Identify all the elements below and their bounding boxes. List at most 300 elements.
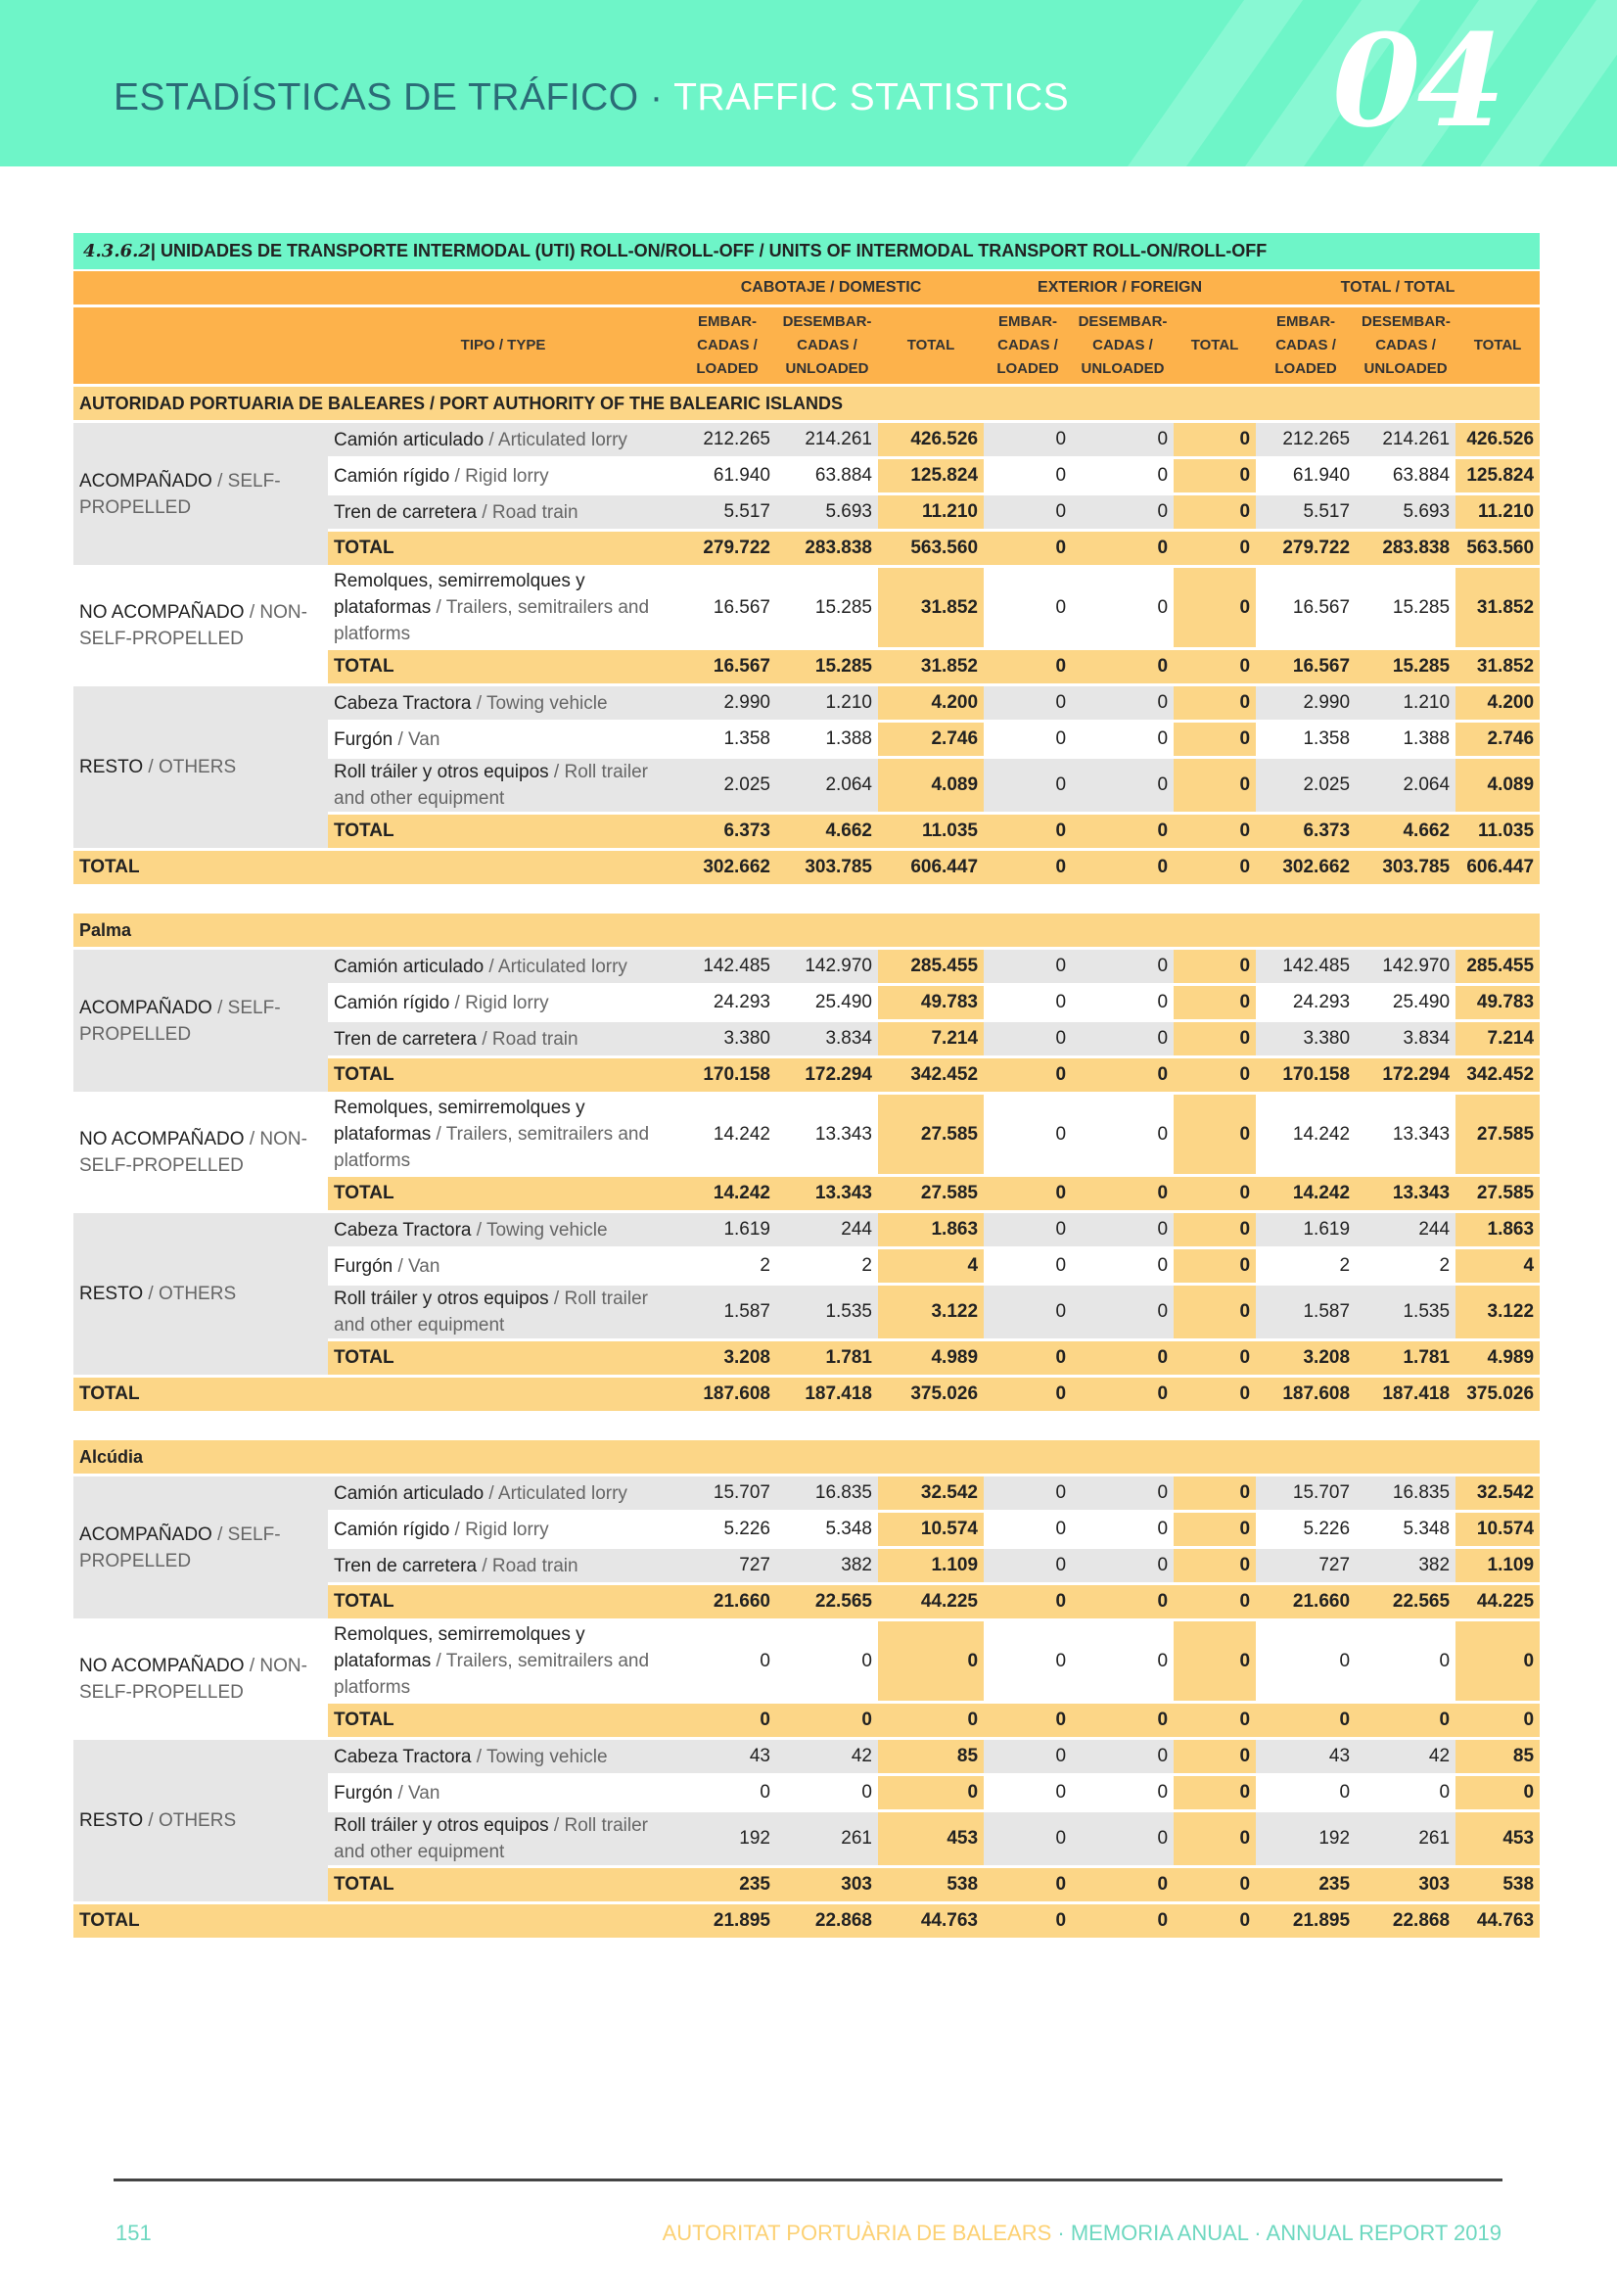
value-cell: 3.380 <box>678 1022 776 1055</box>
subtotal-value: 1.781 <box>1356 1341 1455 1375</box>
section-total-value: 302.662 <box>678 851 776 884</box>
section-total-value: 303.785 <box>776 851 878 884</box>
section-total-label: TOTAL <box>73 1378 678 1411</box>
value-cell: 0 <box>984 495 1072 529</box>
item-label-es: Tren de carretera <box>334 1028 478 1050</box>
section-total-label: TOTAL <box>73 851 678 884</box>
subtotal-value: 0 <box>1072 1177 1174 1210</box>
subtotal-value: 563.560 <box>1455 532 1540 565</box>
item-label-en: / Van <box>393 728 440 750</box>
group-label-en: / OTHERS <box>143 1810 237 1831</box>
subtotal-value: 538 <box>878 1868 984 1901</box>
section-name: AUTORIDAD PORTUARIA DE BALEARES / PORT AUTHORITY OF THE BALEARIC ISLANDS <box>73 387 1540 420</box>
value-cell: 0 <box>1174 459 1256 492</box>
value-cell: 1.619 <box>1256 1213 1356 1246</box>
subtotal-value: 15.285 <box>776 650 878 683</box>
subtotal-label: TOTAL <box>328 1341 678 1375</box>
value-cell: 7.214 <box>878 1022 984 1055</box>
subtotal-value: 0 <box>1072 1341 1174 1375</box>
section-total-label: TOTAL <box>73 1904 678 1938</box>
item-label <box>328 423 678 456</box>
value-cell: 85 <box>878 1740 984 1773</box>
item-label-en: / Trailers, semitrailers and platforms <box>334 1124 650 1171</box>
value-cell: 453 <box>878 1812 984 1865</box>
item-label-es: Furgón <box>334 1255 393 1277</box>
value-cell: 1.535 <box>1356 1286 1455 1338</box>
group-label-es: ACOMPAÑADO <box>79 1523 212 1545</box>
value-cell: 0 <box>984 723 1072 756</box>
value-cell: 2.990 <box>1256 686 1356 720</box>
subtotal-value: 14.242 <box>1256 1177 1356 1210</box>
value-cell: 15.707 <box>678 1476 776 1510</box>
item-label <box>328 950 678 983</box>
item-label <box>328 1812 678 1865</box>
value-cell: 7.214 <box>1455 1022 1540 1055</box>
subtotal-value: 283.838 <box>1356 532 1455 565</box>
group-label <box>73 950 328 1092</box>
value-cell: 0 <box>1174 1095 1256 1174</box>
subtotal-value: 283.838 <box>776 532 878 565</box>
subtotal-value: 0 <box>984 650 1072 683</box>
value-cell: 13.343 <box>1356 1095 1455 1174</box>
subtotal-value: 0 <box>1174 1868 1256 1901</box>
value-cell: 0 <box>1174 1776 1256 1809</box>
item-label <box>328 1513 678 1546</box>
value-cell: 49.783 <box>878 986 984 1019</box>
value-cell: 0 <box>1072 759 1174 812</box>
value-cell: 2.025 <box>678 759 776 812</box>
group-label-es: ACOMPAÑADO <box>79 470 212 492</box>
subtotal-value: 303 <box>776 1868 878 1901</box>
title-en: TRAFFIC STATISTICS <box>663 76 1070 118</box>
subtotal-value: 15.285 <box>1356 650 1455 683</box>
group-label-es: NO ACOMPAÑADO <box>79 1656 245 1676</box>
table-row <box>73 1740 1540 1773</box>
total-header: TOTAL <box>1174 307 1256 384</box>
subtotal-value: 44.225 <box>1455 1585 1540 1618</box>
value-cell: 0 <box>1174 1812 1256 1865</box>
subtotal-value: 0 <box>1072 815 1174 848</box>
value-cell: 3.122 <box>1455 1286 1540 1338</box>
item-label <box>328 568 678 647</box>
value-cell: 0 <box>1174 686 1256 720</box>
subtotal-value: 0 <box>1356 1704 1455 1737</box>
value-cell: 0 <box>1072 568 1174 647</box>
value-cell: 15.285 <box>1356 568 1455 647</box>
value-cell: 453 <box>1455 1812 1540 1865</box>
item-label <box>328 1549 678 1582</box>
item-label <box>328 686 678 720</box>
subtotal-value: 21.660 <box>678 1585 776 1618</box>
item-label <box>328 1740 678 1773</box>
value-cell: 0 <box>1174 1022 1256 1055</box>
value-cell: 192 <box>678 1812 776 1865</box>
item-label-es: Remolques, semirremolques y plataformas <box>334 1098 585 1145</box>
item-label-en: / Rigid lorry <box>449 992 549 1013</box>
item-label-es: Furgón <box>334 1782 393 1804</box>
group-label-es: RESTO <box>79 1810 144 1831</box>
value-cell: 1.210 <box>1356 686 1455 720</box>
value-cell: 0 <box>1072 1621 1174 1701</box>
subtotal-label: TOTAL <box>328 1704 678 1737</box>
value-cell: 16.567 <box>1256 568 1356 647</box>
table-row <box>73 1095 1540 1174</box>
item-label-es: Roll tráiler y otros equipos <box>334 1815 549 1836</box>
value-cell: 5.348 <box>1356 1513 1455 1546</box>
item-label-es: Furgón <box>334 728 393 750</box>
loaded-header: EMBAR-CADAS / LOADED <box>984 307 1072 384</box>
item-label-en: / Articulated lorry <box>484 429 627 450</box>
value-cell: 0 <box>1072 1095 1174 1174</box>
item-label-es: Roll tráiler y otros equipos <box>334 762 549 782</box>
value-cell: 32.542 <box>878 1476 984 1510</box>
section-name: Palma <box>73 914 1540 947</box>
item-label-en: / Rigid lorry <box>449 1519 549 1540</box>
section-total-value: 0 <box>1072 1378 1174 1411</box>
group-label <box>73 1095 328 1210</box>
value-cell: 0 <box>984 1286 1072 1338</box>
value-cell: 3.380 <box>1256 1022 1356 1055</box>
value-cell: 1.388 <box>776 723 878 756</box>
band-header: TOTAL / TOTAL <box>1256 271 1540 305</box>
value-cell: 0 <box>1072 950 1174 983</box>
title-es: ESTADÍSTICAS DE TRÁFICO · <box>114 76 664 118</box>
value-cell: 382 <box>1356 1549 1455 1582</box>
caption-text: | UNIDADES DE TRANSPORTE INTERMODAL (UTI) ROLL-ON/ROLL-OFF / UNITS OF INTERMODAL TRANSPORT ROLL-ON/ROLL-OFF <box>150 241 1268 260</box>
value-cell: 0 <box>1174 1286 1256 1338</box>
value-cell: 0 <box>1072 1513 1174 1546</box>
subtotal-value: 22.565 <box>776 1585 878 1618</box>
subtotal-value: 27.585 <box>1455 1177 1540 1210</box>
subtotal-value: 0 <box>984 1704 1072 1737</box>
value-cell: 61.940 <box>1256 459 1356 492</box>
value-cell: 49.783 <box>1455 986 1540 1019</box>
value-cell: 0 <box>984 568 1072 647</box>
subtotal-value: 3.208 <box>1256 1341 1356 1375</box>
subtotal-value: 0 <box>1072 1585 1174 1618</box>
subtotal-value: 0 <box>776 1704 878 1737</box>
subtotal-value: 44.225 <box>878 1585 984 1618</box>
value-cell: 14.242 <box>1256 1095 1356 1174</box>
value-cell: 1.358 <box>678 723 776 756</box>
spacer-cell <box>73 887 1540 911</box>
value-cell: 0 <box>984 1213 1072 1246</box>
subtotal-value: 0 <box>984 1058 1072 1092</box>
value-cell: 142.485 <box>1256 950 1356 983</box>
value-cell: 85 <box>1455 1740 1540 1773</box>
item-label-es: Tren de carretera <box>334 501 478 523</box>
value-cell: 0 <box>1174 1740 1256 1773</box>
value-cell: 0 <box>984 1812 1072 1865</box>
subtotal-value: 22.565 <box>1356 1585 1455 1618</box>
item-label-en: / Roll trailer and other equipment <box>334 762 649 809</box>
value-cell: 3.834 <box>1356 1022 1455 1055</box>
value-cell: 0 <box>1072 423 1174 456</box>
section-total-row <box>73 1378 1540 1411</box>
type-header: TIPO / TYPE <box>328 307 678 384</box>
value-cell: 27.585 <box>1455 1095 1540 1174</box>
section-total-value: 303.785 <box>1356 851 1455 884</box>
value-cell: 4 <box>878 1249 984 1283</box>
value-cell: 0 <box>984 1513 1072 1546</box>
subtotal-value: 0 <box>1072 532 1174 565</box>
value-cell: 63.884 <box>1356 459 1455 492</box>
subtotal-value: 0 <box>984 532 1072 565</box>
value-cell: 2 <box>678 1249 776 1283</box>
section-total-value: 187.608 <box>678 1378 776 1411</box>
group-label <box>73 1476 328 1618</box>
value-cell: 1.358 <box>1256 723 1356 756</box>
value-cell: 5.693 <box>776 495 878 529</box>
value-cell: 0 <box>1072 495 1174 529</box>
value-cell: 14.242 <box>678 1095 776 1174</box>
value-cell: 3.834 <box>776 1022 878 1055</box>
group-label <box>73 686 328 848</box>
item-label-es: Camión rígido <box>334 465 450 487</box>
item-label-en: / Towing vehicle <box>471 1219 608 1241</box>
subtotal-value: 279.722 <box>1256 532 1356 565</box>
subtotal-value: 11.035 <box>1455 815 1540 848</box>
value-cell: 43 <box>678 1740 776 1773</box>
value-cell: 0 <box>776 1621 878 1701</box>
subtotal-value: 0 <box>678 1704 776 1737</box>
value-cell: 0 <box>1174 1621 1256 1701</box>
section-total-value: 44.763 <box>878 1904 984 1938</box>
subtotal-value: 170.158 <box>678 1058 776 1092</box>
group-label-en: / NON-SELF-PROPELLED <box>79 1656 307 1703</box>
item-label-en: / Trailers, semitrailers and platforms <box>334 597 650 644</box>
group-label-en: / SELF-PROPELLED <box>79 1523 281 1571</box>
group-label-es: NO ACOMPAÑADO <box>79 602 245 623</box>
subtotal-value: 13.343 <box>776 1177 878 1210</box>
value-cell: 0 <box>1174 759 1256 812</box>
value-cell: 15.285 <box>776 568 878 647</box>
section-total-value: 606.447 <box>878 851 984 884</box>
value-cell: 0 <box>984 686 1072 720</box>
spacer-cell <box>73 1414 1540 1437</box>
subtotal-value: 4.662 <box>1356 815 1455 848</box>
subtotal-value: 13.343 <box>1356 1177 1455 1210</box>
value-cell: 63.884 <box>776 459 878 492</box>
subtotal-value: 0 <box>984 815 1072 848</box>
value-cell: 0 <box>984 986 1072 1019</box>
value-cell: 0 <box>776 1776 878 1809</box>
group-label <box>73 1740 328 1901</box>
item-label-es: Cabeza Tractora <box>334 1746 472 1767</box>
column-band-row <box>73 271 1540 305</box>
subtotal-value: 21.660 <box>1256 1585 1356 1618</box>
item-label-en: / Van <box>393 1782 440 1804</box>
section-header-row <box>73 1440 1540 1474</box>
subtotal-value: 0 <box>1256 1704 1356 1737</box>
group-label-en: / OTHERS <box>143 1284 237 1304</box>
subtotal-value: 4.989 <box>1455 1341 1540 1375</box>
footer-report: · MEMORIA ANUAL · ANNUAL REPORT 2019 <box>1051 2221 1502 2245</box>
subtotal-value: 342.452 <box>878 1058 984 1092</box>
section-total-value: 0 <box>1174 1904 1256 1938</box>
value-cell: 25.490 <box>776 986 878 1019</box>
subtotal-value: 4.662 <box>776 815 878 848</box>
item-label-en: / Road train <box>477 1028 578 1050</box>
value-cell: 13.343 <box>776 1095 878 1174</box>
subtotal-value: 0 <box>1072 650 1174 683</box>
item-label <box>328 723 678 756</box>
footer-divider <box>114 2179 1502 2181</box>
subtotal-value: 0 <box>1174 1585 1256 1618</box>
value-cell: 0 <box>1174 1549 1256 1582</box>
value-cell: 15.707 <box>1256 1476 1356 1510</box>
value-cell: 142.970 <box>1356 950 1455 983</box>
table-caption <box>73 233 1540 269</box>
caption-number: 4.3.6.2 <box>83 241 151 261</box>
section-total-value: 0 <box>1072 1904 1174 1938</box>
value-cell: 2 <box>776 1249 878 1283</box>
value-cell: 0 <box>1256 1621 1356 1701</box>
value-cell: 4.200 <box>1455 686 1540 720</box>
band-empty <box>73 271 678 305</box>
section-spacer <box>73 1414 1540 1437</box>
page-header <box>0 0 1617 166</box>
table-row <box>73 1213 1540 1246</box>
unloaded-header: DESEMBAR-CADAS / UNLOADED <box>776 307 878 384</box>
item-label <box>328 1249 678 1283</box>
value-cell: 3.122 <box>878 1286 984 1338</box>
item-label <box>328 1476 678 1510</box>
value-cell: 32.542 <box>1455 1476 1540 1510</box>
value-cell: 0 <box>1174 1476 1256 1510</box>
item-label-en: / Trailers, semitrailers and platforms <box>334 1651 650 1698</box>
subtotal-value: 342.452 <box>1455 1058 1540 1092</box>
value-cell: 1.109 <box>1455 1549 1540 1582</box>
value-cell: 0 <box>1174 1249 1256 1283</box>
value-cell: 0 <box>1072 1776 1174 1809</box>
value-cell: 212.265 <box>1256 423 1356 456</box>
value-cell: 0 <box>1256 1776 1356 1809</box>
group-label-en: / NON-SELF-PROPELLED <box>79 602 307 649</box>
value-cell: 1.388 <box>1356 723 1455 756</box>
subtotal-value: 0 <box>1174 650 1256 683</box>
value-cell: 2 <box>1256 1249 1356 1283</box>
group-label <box>73 1621 328 1737</box>
subtotal-value: 14.242 <box>678 1177 776 1210</box>
subtotal-label: TOTAL <box>328 815 678 848</box>
subtotal-value: 0 <box>1174 1704 1256 1737</box>
item-label-es: Camión articulado <box>334 1482 485 1504</box>
value-cell: 5.517 <box>678 495 776 529</box>
item-label <box>328 495 678 529</box>
value-cell: 0 <box>984 1740 1072 1773</box>
value-cell: 16.835 <box>776 1476 878 1510</box>
unloaded-header: DESEMBAR-CADAS / UNLOADED <box>1072 307 1174 384</box>
subtotal-label: TOTAL <box>328 1868 678 1901</box>
value-cell: 4.200 <box>878 686 984 720</box>
value-cell: 2 <box>1356 1249 1455 1283</box>
value-cell: 24.293 <box>678 986 776 1019</box>
table-row <box>73 686 1540 720</box>
value-cell: 2.064 <box>776 759 878 812</box>
group-label-en: / NON-SELF-PROPELLED <box>79 1129 307 1176</box>
item-label-en: / Towing vehicle <box>471 1746 608 1767</box>
section-total-value: 0 <box>1072 851 1174 884</box>
item-label <box>328 1213 678 1246</box>
item-label <box>328 986 678 1019</box>
subtotal-value: 538 <box>1455 1868 1540 1901</box>
value-cell: 10.574 <box>878 1513 984 1546</box>
subtotal-value: 0 <box>1174 532 1256 565</box>
table-row <box>73 568 1540 647</box>
value-cell: 5.226 <box>1256 1513 1356 1546</box>
value-cell: 244 <box>776 1213 878 1246</box>
section-total-value: 187.418 <box>776 1378 878 1411</box>
value-cell: 1.109 <box>878 1549 984 1582</box>
value-cell: 727 <box>1256 1549 1356 1582</box>
value-cell: 5.226 <box>678 1513 776 1546</box>
value-cell: 0 <box>878 1621 984 1701</box>
value-cell: 0 <box>984 1476 1072 1510</box>
item-label-en: / Roll trailer and other equipment <box>334 1289 649 1335</box>
item-label-es: Tren de carretera <box>334 1555 478 1576</box>
total-header: TOTAL <box>1455 307 1540 384</box>
item-label-en: / Towing vehicle <box>471 692 608 714</box>
value-cell: 1.863 <box>878 1213 984 1246</box>
section-total-value: 606.447 <box>1455 851 1540 884</box>
column-header-row <box>73 307 1540 384</box>
value-cell: 0 <box>984 759 1072 812</box>
item-label <box>328 1621 678 1701</box>
group-label <box>73 568 328 683</box>
section-total-value: 0 <box>984 1378 1072 1411</box>
value-cell: 2.746 <box>1455 723 1540 756</box>
section-total-value: 0 <box>1174 1378 1256 1411</box>
section-total-value: 21.895 <box>678 1904 776 1938</box>
item-label <box>328 1022 678 1055</box>
value-cell: 426.526 <box>878 423 984 456</box>
subtotal-value: 172.294 <box>776 1058 878 1092</box>
value-cell: 0 <box>984 1621 1072 1701</box>
value-cell: 42 <box>1356 1740 1455 1773</box>
value-cell: 2.064 <box>1356 759 1455 812</box>
value-cell: 0 <box>984 1549 1072 1582</box>
item-label <box>328 459 678 492</box>
value-cell: 0 <box>1072 1286 1174 1338</box>
subtotal-value: 0 <box>878 1704 984 1737</box>
section-total-row <box>73 1904 1540 1938</box>
value-cell: 24.293 <box>1256 986 1356 1019</box>
value-cell: 0 <box>1174 1213 1256 1246</box>
item-label <box>328 759 678 812</box>
value-cell: 2.746 <box>878 723 984 756</box>
item-label <box>328 1286 678 1338</box>
value-cell: 125.824 <box>1455 459 1540 492</box>
subtotal-value: 4.989 <box>878 1341 984 1375</box>
table-row <box>73 1476 1540 1510</box>
page-title <box>114 76 1069 119</box>
value-cell: 261 <box>1356 1812 1455 1865</box>
section-total-value: 0 <box>984 851 1072 884</box>
item-label-es: Cabeza Tractora <box>334 692 472 714</box>
item-label-es: Camión rígido <box>334 992 450 1013</box>
subtotal-value: 0 <box>984 1177 1072 1210</box>
subtotal-value: 31.852 <box>1455 650 1540 683</box>
value-cell: 261 <box>776 1812 878 1865</box>
section-total-value: 21.895 <box>1256 1904 1356 1938</box>
value-cell: 42 <box>776 1740 878 1773</box>
value-cell: 0 <box>678 1776 776 1809</box>
subtotal-value: 3.208 <box>678 1341 776 1375</box>
subtotal-value: 1.781 <box>776 1341 878 1375</box>
section-total-value: 187.608 <box>1256 1378 1356 1411</box>
item-label-en: / Rigid lorry <box>449 465 549 487</box>
